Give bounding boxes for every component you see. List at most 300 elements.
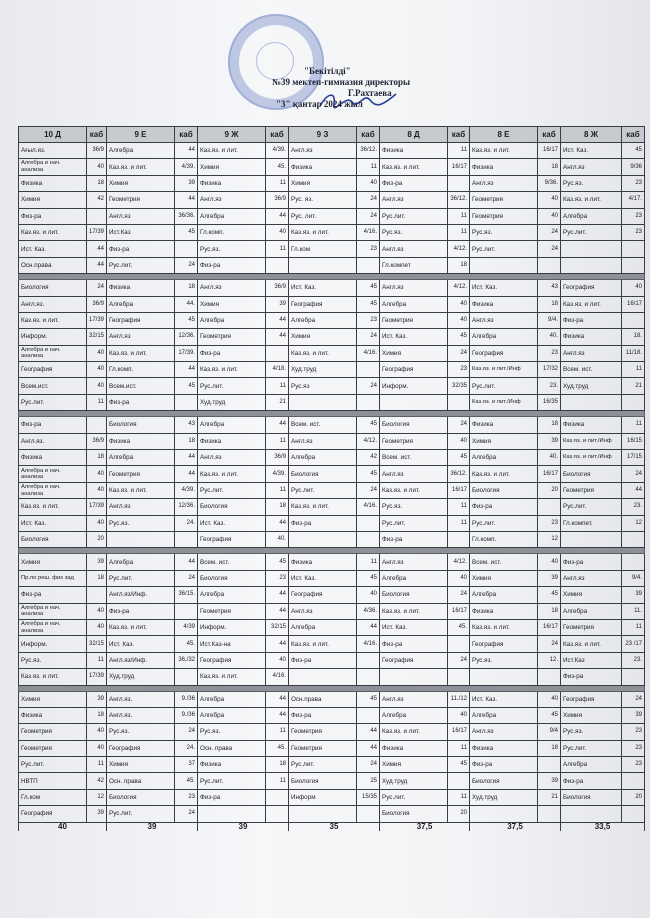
room-cell: 18 <box>87 707 107 723</box>
room-cell <box>357 257 380 273</box>
room-cell: 43 <box>175 417 198 433</box>
total-cell: 39 <box>107 822 198 831</box>
subject-cell <box>380 394 448 410</box>
subject-cell: Рус.яз. <box>561 175 622 191</box>
room-cell: 40 <box>87 159 107 175</box>
lesson-row <box>19 378 645 394</box>
room-cell: 9/36 <box>622 159 645 175</box>
subject-cell: Биология <box>19 531 87 547</box>
room-cell: 42 <box>87 773 107 789</box>
room-cell: 17/15 <box>622 450 645 466</box>
subject-cell: Геометрия <box>470 192 538 208</box>
subject-cell: Химия <box>19 554 87 570</box>
subject-cell: Алгебра <box>198 208 266 224</box>
subject-cell: Алгебра <box>561 757 622 773</box>
room-cell: 23. <box>622 652 645 668</box>
subject-cell: Каз.яз. и лит. <box>198 466 266 482</box>
total-cell: 39 <box>198 822 289 831</box>
room-cell: 24 <box>622 466 645 482</box>
subject-cell: География <box>107 312 175 328</box>
subject-cell: Рус.яз. <box>107 724 175 740</box>
lesson-row <box>19 329 645 345</box>
room-cell: 23. <box>538 378 561 394</box>
room-cell: 40 <box>538 691 561 707</box>
room-header: каб <box>448 127 470 143</box>
subject-cell: Англ.яз <box>380 280 448 296</box>
subject-cell: Каз.яз. и лит. <box>19 312 87 328</box>
subject-cell: Каз.яз. и лит. <box>289 224 357 240</box>
class-header: 8 Е <box>470 127 538 143</box>
lesson-row <box>19 603 645 619</box>
room-cell: 18 <box>87 450 107 466</box>
room-cell: 40 <box>87 619 107 635</box>
subject-cell: Англ.яз <box>470 175 538 191</box>
room-cell: 36/36. <box>175 208 198 224</box>
room-cell <box>87 208 107 224</box>
subject-cell: Химия <box>289 175 357 191</box>
room-cell: 17/39 <box>87 312 107 328</box>
room-cell: 12/36. <box>175 329 198 345</box>
room-cell: 36/12. <box>357 143 380 159</box>
room-cell <box>538 806 561 822</box>
subject-cell: Всем. ист. <box>289 417 357 433</box>
room-cell: 11 <box>266 482 289 498</box>
subject-cell: Химия <box>198 159 266 175</box>
room-cell: 9./36 <box>175 691 198 707</box>
subject-cell: Физ-ра <box>19 208 87 224</box>
class-header: 8 Д <box>380 127 448 143</box>
approval-line-3: "3" қантар 2024 жыл <box>276 99 363 109</box>
subject-cell: Физика <box>198 757 266 773</box>
subject-cell: Ист. Каз. <box>380 619 448 635</box>
room-cell: 11 <box>448 499 470 515</box>
subject-cell: Физика <box>289 554 357 570</box>
room-cell: 17/39 <box>87 499 107 515</box>
room-cell: 40 <box>622 280 645 296</box>
lesson-row <box>19 208 645 224</box>
subject-cell: География <box>470 345 538 361</box>
subject-cell: Всем. ист. <box>561 362 622 378</box>
subject-cell: Химия <box>561 587 622 603</box>
room-cell: 36/9 <box>87 143 107 159</box>
subject-cell: Физ-ра <box>107 394 175 410</box>
approval-title: "Бекітілді" <box>304 66 351 76</box>
subject-cell: Всем. ист. <box>380 450 448 466</box>
room-cell: 4/39. <box>266 466 289 482</box>
subject-cell: Каз.яз. и лит. <box>561 636 622 652</box>
room-cell: 18 <box>538 740 561 756</box>
subject-cell: Физ-ра <box>380 175 448 191</box>
room-cell: 37 <box>175 757 198 773</box>
room-cell: 44 <box>266 587 289 603</box>
subject-cell: Ист. Каз. <box>289 570 357 586</box>
subject-cell: Геометрия <box>107 466 175 482</box>
room-cell: 17/39 <box>87 224 107 240</box>
room-cell <box>622 394 645 410</box>
subject-cell: Физ-ра <box>561 312 622 328</box>
room-cell: 11 <box>266 378 289 394</box>
class-header: 8 Ж <box>561 127 622 143</box>
room-cell: 9./36 <box>175 707 198 723</box>
room-cell: 20 <box>622 789 645 805</box>
subject-cell: Химия <box>107 757 175 773</box>
subject-cell: Физ-ра <box>107 241 175 257</box>
room-cell <box>357 669 380 685</box>
room-cell: 40 <box>448 707 470 723</box>
room-cell: 45 <box>175 312 198 328</box>
subject-cell: Рус.лит. <box>470 378 538 394</box>
subject-cell: Каз.яз. и лит. <box>289 499 357 515</box>
room-cell <box>357 394 380 410</box>
subject-cell: Худ.труд <box>289 362 357 378</box>
subject-cell: Рус.яз. <box>198 724 266 740</box>
room-cell <box>175 241 198 257</box>
room-cell: 23 <box>448 362 470 378</box>
subject-cell: Алгебра <box>380 296 448 312</box>
subject-cell: Англ.яз <box>198 192 266 208</box>
room-cell: 45 <box>175 378 198 394</box>
lesson-row <box>19 587 645 603</box>
room-cell: 40 <box>538 192 561 208</box>
room-cell: 44. <box>175 296 198 312</box>
room-cell: 45 <box>357 570 380 586</box>
room-cell: 21 <box>538 789 561 805</box>
room-cell: 45. <box>175 636 198 652</box>
room-cell: 40 <box>87 515 107 531</box>
lesson-row <box>19 345 645 361</box>
room-cell: 39 <box>538 570 561 586</box>
total-cell: 37,5 <box>470 822 561 831</box>
subject-cell: Алгебра <box>198 312 266 328</box>
subject-cell <box>289 257 357 273</box>
subject-cell: Ист. Каз. <box>470 280 538 296</box>
subject-cell: География <box>198 531 266 547</box>
room-cell: 40 <box>87 724 107 740</box>
subject-cell: Физ-ра <box>19 587 87 603</box>
room-cell: 16/17 <box>538 466 561 482</box>
room-cell: 44 <box>357 619 380 635</box>
subject-cell: Рус.лит. <box>198 378 266 394</box>
room-cell <box>175 603 198 619</box>
subject-cell: Алгебра и нач. анализа <box>19 466 87 482</box>
subject-cell: Химия <box>470 570 538 586</box>
subject-cell: Ист. Каз. <box>380 329 448 345</box>
room-cell: 40 <box>87 466 107 482</box>
room-cell: 32/15 <box>87 636 107 652</box>
subject-cell: Каз.яз. и лит. <box>107 619 175 635</box>
room-cell: 20 <box>87 531 107 547</box>
subject-cell: Рус.лит. <box>19 394 87 410</box>
subject-cell: Ист.Каз-на <box>198 636 266 652</box>
room-cell <box>448 394 470 410</box>
subject-cell: Химия <box>19 691 87 707</box>
room-cell: 11./12 <box>448 691 470 707</box>
subject-cell: Физика <box>198 433 266 449</box>
room-cell: 39 <box>87 691 107 707</box>
room-cell: 4/16. <box>266 669 289 685</box>
lesson-row <box>19 175 645 191</box>
room-cell: 23 <box>538 515 561 531</box>
lesson-row <box>19 789 645 805</box>
room-cell: 24 <box>448 587 470 603</box>
subject-cell: Худ.труд <box>561 378 622 394</box>
room-cell <box>357 531 380 547</box>
lesson-row <box>19 773 645 789</box>
room-cell: 40 <box>538 554 561 570</box>
subject-cell: Рус.лит. <box>380 515 448 531</box>
room-cell: 16/17 <box>538 143 561 159</box>
room-cell: 11 <box>87 394 107 410</box>
lesson-row <box>19 499 645 515</box>
room-cell: 18 <box>538 417 561 433</box>
room-cell: 12. <box>538 652 561 668</box>
room-cell <box>448 773 470 789</box>
room-cell: 23 <box>622 724 645 740</box>
room-cell: 40 <box>87 378 107 394</box>
subject-cell: География <box>561 280 622 296</box>
room-cell: 24 <box>538 241 561 257</box>
subject-cell: Рус.лит. <box>561 499 622 515</box>
subject-cell: Физика <box>470 603 538 619</box>
room-cell: 44 <box>266 636 289 652</box>
subject-cell: Физика <box>380 740 448 756</box>
subject-cell: Англ.яз <box>107 499 175 515</box>
room-cell: 11 <box>266 773 289 789</box>
room-cell: 9/4 <box>538 724 561 740</box>
room-cell <box>622 806 645 822</box>
room-cell: 36/9 <box>266 192 289 208</box>
room-cell: 40 <box>87 482 107 498</box>
subject-cell: Физика <box>561 329 622 345</box>
room-cell: 45. <box>266 159 289 175</box>
subject-cell: География <box>470 636 538 652</box>
room-cell <box>266 345 289 361</box>
subject-cell: Каз.яз. и лит. <box>470 619 538 635</box>
room-cell: 11 <box>448 143 470 159</box>
room-header: каб <box>538 127 561 143</box>
room-cell: 17/39 <box>87 669 107 685</box>
room-cell: 36/9 <box>87 296 107 312</box>
room-cell: 44 <box>175 450 198 466</box>
subject-cell: Биология <box>380 587 448 603</box>
subject-cell: География <box>289 296 357 312</box>
subject-cell: Рус.лит. <box>561 224 622 240</box>
room-cell: 24 <box>357 757 380 773</box>
room-cell: 18 <box>538 603 561 619</box>
room-cell <box>175 669 198 685</box>
totals-row <box>19 822 645 831</box>
total-cell: 35 <box>289 822 380 831</box>
subject-cell: Алгебра <box>470 450 538 466</box>
room-cell <box>622 669 645 685</box>
subject-cell: Рус.лит. <box>380 208 448 224</box>
room-cell <box>622 257 645 273</box>
subject-cell: Ист. Каз. <box>198 515 266 531</box>
room-cell: 39 <box>538 433 561 449</box>
subject-cell: Информ. <box>19 329 87 345</box>
subject-cell: Ист. Каз. <box>107 636 175 652</box>
room-cell: 44 <box>266 417 289 433</box>
subject-cell: Пр.по реш. физ зад <box>19 570 87 586</box>
subject-cell: Рус.лит. <box>198 482 266 498</box>
room-cell: 18 <box>87 175 107 191</box>
room-cell <box>87 417 107 433</box>
room-header: каб <box>622 127 645 143</box>
subject-cell <box>470 669 538 685</box>
total-cell: 33,5 <box>561 822 645 831</box>
subject-cell: Гл.ком <box>19 789 87 805</box>
subject-cell: Англ.яз <box>470 724 538 740</box>
subject-cell: Физика <box>470 159 538 175</box>
room-cell: 11/18. <box>622 345 645 361</box>
subject-cell: Алгебра <box>107 450 175 466</box>
subject-cell: Физика <box>561 417 622 433</box>
subject-cell: Всем.ист. <box>107 378 175 394</box>
room-cell: 4/39 <box>175 619 198 635</box>
subject-cell: Рус.яз. <box>198 241 266 257</box>
room-cell: 40 <box>87 603 107 619</box>
room-cell <box>622 531 645 547</box>
room-cell: 40. <box>538 329 561 345</box>
subject-cell: Алгебра и нач. анализа <box>19 345 87 361</box>
room-cell: 45 <box>448 757 470 773</box>
lesson-row <box>19 362 645 378</box>
room-cell: 11 <box>266 433 289 449</box>
room-cell: 11 <box>448 740 470 756</box>
lesson-row <box>19 143 645 159</box>
room-cell: 44 <box>357 740 380 756</box>
room-cell: 45 <box>448 450 470 466</box>
room-cell <box>622 773 645 789</box>
subject-cell: Ист. Каз. <box>19 241 87 257</box>
room-cell: 24 <box>87 280 107 296</box>
room-cell: 24 <box>538 224 561 240</box>
subject-cell: Худ.труд <box>198 394 266 410</box>
room-cell: 11 <box>87 652 107 668</box>
subject-cell: Каз.яз. и лит. <box>470 143 538 159</box>
room-cell: 16/35 <box>538 394 561 410</box>
room-cell <box>266 806 289 822</box>
room-cell: 11 <box>357 159 380 175</box>
room-cell: 44 <box>175 466 198 482</box>
room-cell: 40 <box>87 740 107 756</box>
room-cell: 4/17. <box>622 192 645 208</box>
subject-cell: Физ-ра <box>561 554 622 570</box>
room-cell: 36/9 <box>266 280 289 296</box>
room-cell: 24 <box>357 329 380 345</box>
schedule-table <box>18 126 645 831</box>
subject-cell: Рус. лит. <box>289 208 357 224</box>
lesson-row <box>19 224 645 240</box>
subject-cell: Геометрия <box>198 329 266 345</box>
room-cell: 16/15 <box>622 433 645 449</box>
room-header: каб <box>266 127 289 143</box>
room-cell: 45 <box>357 417 380 433</box>
room-cell: 11 <box>87 757 107 773</box>
subject-cell: Алгебра <box>289 450 357 466</box>
lesson-row <box>19 554 645 570</box>
room-cell <box>538 757 561 773</box>
room-cell: 4/36. <box>357 603 380 619</box>
room-cell: 40 <box>357 175 380 191</box>
subject-cell: Каз.яз. и лит. <box>107 159 175 175</box>
subject-cell: Осн.права <box>289 691 357 707</box>
subject-cell: Химия <box>380 345 448 361</box>
subject-cell: Каз.яз. и лит. <box>380 603 448 619</box>
room-cell: 4/16. <box>357 499 380 515</box>
subject-cell: Алгебра и нач. анализа <box>19 159 87 175</box>
subject-cell: Геометрия <box>289 724 357 740</box>
subject-cell: Химия <box>198 296 266 312</box>
subject-cell <box>470 257 538 273</box>
subject-cell: Ағыл.яз. <box>19 143 87 159</box>
lesson-row <box>19 394 645 410</box>
subject-cell: Биология <box>380 806 448 822</box>
room-cell: 24 <box>357 208 380 224</box>
room-cell: 23 <box>622 208 645 224</box>
subject-cell <box>561 241 622 257</box>
class-header: 10 Д <box>19 127 87 143</box>
room-cell: 23 <box>622 757 645 773</box>
room-cell: 20 <box>538 482 561 498</box>
room-cell: 18. <box>622 329 645 345</box>
room-cell <box>266 257 289 273</box>
subject-cell: Каз.яз. и лит. <box>107 345 175 361</box>
room-header: каб <box>87 127 107 143</box>
subject-cell: Биология <box>470 773 538 789</box>
subject-cell: Худ.труд <box>380 773 448 789</box>
lesson-row <box>19 691 645 707</box>
room-cell: 40 <box>266 224 289 240</box>
room-cell: 18 <box>448 257 470 273</box>
room-cell: 24 <box>448 652 470 668</box>
subject-cell: Геометрия <box>470 208 538 224</box>
subject-cell: Биология <box>470 482 538 498</box>
subject-cell: Алгебра <box>198 417 266 433</box>
lesson-row <box>19 417 645 433</box>
room-cell: 17/39. <box>175 345 198 361</box>
subject-cell: Биология <box>380 417 448 433</box>
subject-cell: Геометрия <box>19 724 87 740</box>
room-cell: 18 <box>538 159 561 175</box>
room-cell: 17/32 <box>538 362 561 378</box>
subject-cell: Информ. <box>380 378 448 394</box>
room-cell: 16/17 <box>448 603 470 619</box>
lesson-row <box>19 296 645 312</box>
subject-cell: Англ.яз <box>561 159 622 175</box>
subject-cell: Физ-ра <box>470 757 538 773</box>
subject-cell: Биология <box>289 466 357 482</box>
room-cell: 23. <box>622 499 645 515</box>
class-header: 9 З <box>289 127 357 143</box>
room-cell: 45 <box>538 587 561 603</box>
room-cell: 9/4. <box>622 570 645 586</box>
room-cell: 36/15. <box>175 587 198 603</box>
subject-cell: Биология <box>561 466 622 482</box>
room-cell: 40 <box>87 345 107 361</box>
subject-cell: Геометрия <box>107 192 175 208</box>
subject-cell: НВТП <box>19 773 87 789</box>
subject-cell: Биология <box>198 499 266 515</box>
subject-cell <box>561 394 622 410</box>
subject-cell: Алгебра и нач. анализа <box>19 619 87 635</box>
room-cell <box>357 515 380 531</box>
room-cell: 18 <box>266 757 289 773</box>
subject-cell: Физ-ра <box>561 773 622 789</box>
subject-cell: Рус.яз. <box>107 515 175 531</box>
subject-cell: Физика <box>470 296 538 312</box>
room-cell <box>357 806 380 822</box>
